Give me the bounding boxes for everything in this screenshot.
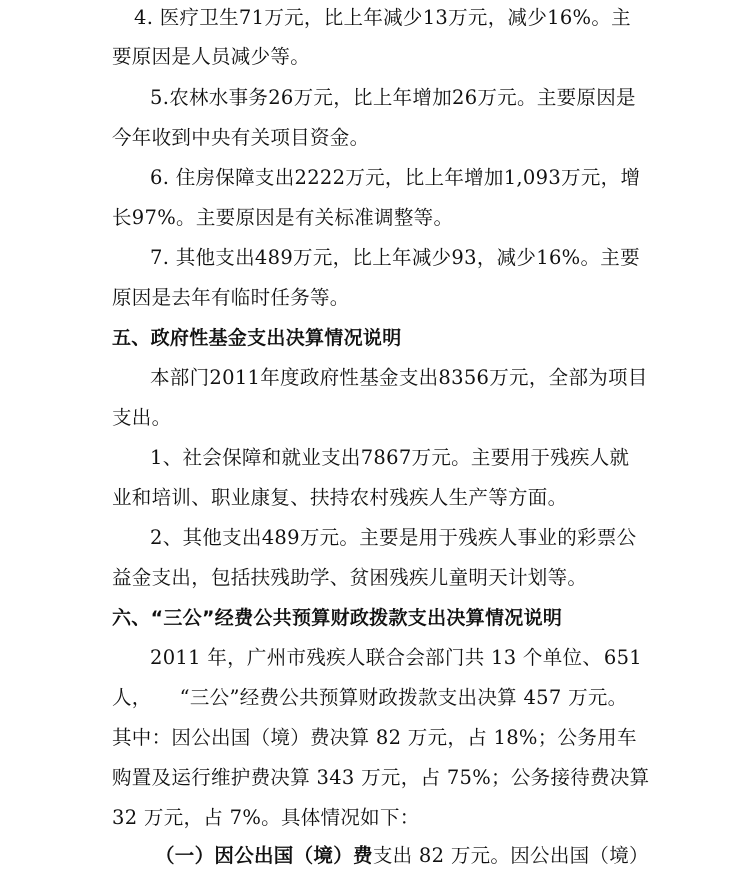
paragraph-s6-line2 <box>112 685 642 711</box>
section-heading-6: 六、“三公”经费公共预算财政拨款支出决算情况说明 <box>112 607 563 629</box>
paragraph-s5-item1-line1: 1、社会保障和就业支出7867万元。主要用于残疾人就 <box>150 446 630 469</box>
paragraph-item7-line1: 7. 其他支出489万元，比上年减少93，减少16%。主要 <box>150 246 640 269</box>
paragraph-s6-line2-prefix: 人， <box>112 686 152 709</box>
paragraph-s6-line2-main: “三公”经费公共预算财政拨款支出决算 457 万元。 <box>179 686 628 709</box>
paragraph-s6-line5: 32 万元，占 7%。具体情况如下： <box>112 806 420 829</box>
paragraph-s6-line4: 购置及运行维护费决算 343 万元，占 75%；公务接待费决算 <box>112 766 650 789</box>
paragraph-s6-line1 <box>150 645 642 671</box>
subheading-s6-1: （一）因公出国（境）费 <box>155 844 373 867</box>
paragraph-item6-line2: 长97%。主要原因是有关标准调整等。 <box>112 206 454 229</box>
paragraph-s6-line1-count: 651 <box>603 646 642 669</box>
paragraph-s6-line1-main: 2011 年，广州市残疾人联合会部门共 13 个单位、 <box>150 646 603 669</box>
paragraph-item5-line1: 5.农林水事务26万元，比上年增加26万元。主要原因是 <box>150 86 636 109</box>
paragraph-section5-intro-line1: 本部门2011年度政府性基金支出8356万元，全部为项目 <box>150 366 648 389</box>
paragraph-s6-sub1-text: 支出 82 万元。因公出国（境） <box>372 844 649 867</box>
paragraph-s5-item1-line2: 业和培训、职业康复、扶持农村残疾人生产等方面。 <box>112 486 568 509</box>
paragraph-s5-item2-line2: 益金支出，包括扶残助学、贫困残疾儿童明天计划等。 <box>112 566 588 589</box>
paragraph-item6-line1: 6. 住房保障支出2222万元，比上年增加1,093万元，增 <box>150 166 641 189</box>
paragraph-item7-line2: 原因是去年有临时任务等。 <box>112 286 350 309</box>
paragraph-s6-sub1-line1 <box>155 843 649 869</box>
paragraph-item5-line2: 今年收到中央有关项目资金。 <box>112 126 370 149</box>
paragraph-item4-line2: 要原因是人员减少等。 <box>112 45 311 68</box>
section-heading-5: 五、政府性基金支出决算情况说明 <box>112 327 402 349</box>
paragraph-s5-item2-line1: 2、其他支出489万元。主要是用于残疾人事业的彩票公 <box>150 526 637 549</box>
paragraph-section5-intro-line2: 支出。 <box>112 406 172 429</box>
paragraph-s6-line3: 其中：因公出国（境）费决算 82 万元，占 18%；公务用车 <box>112 726 637 749</box>
paragraph-item4-line1: 4. 医疗卫生71万元，比上年减少13万元，减少16%。主 <box>134 6 631 29</box>
